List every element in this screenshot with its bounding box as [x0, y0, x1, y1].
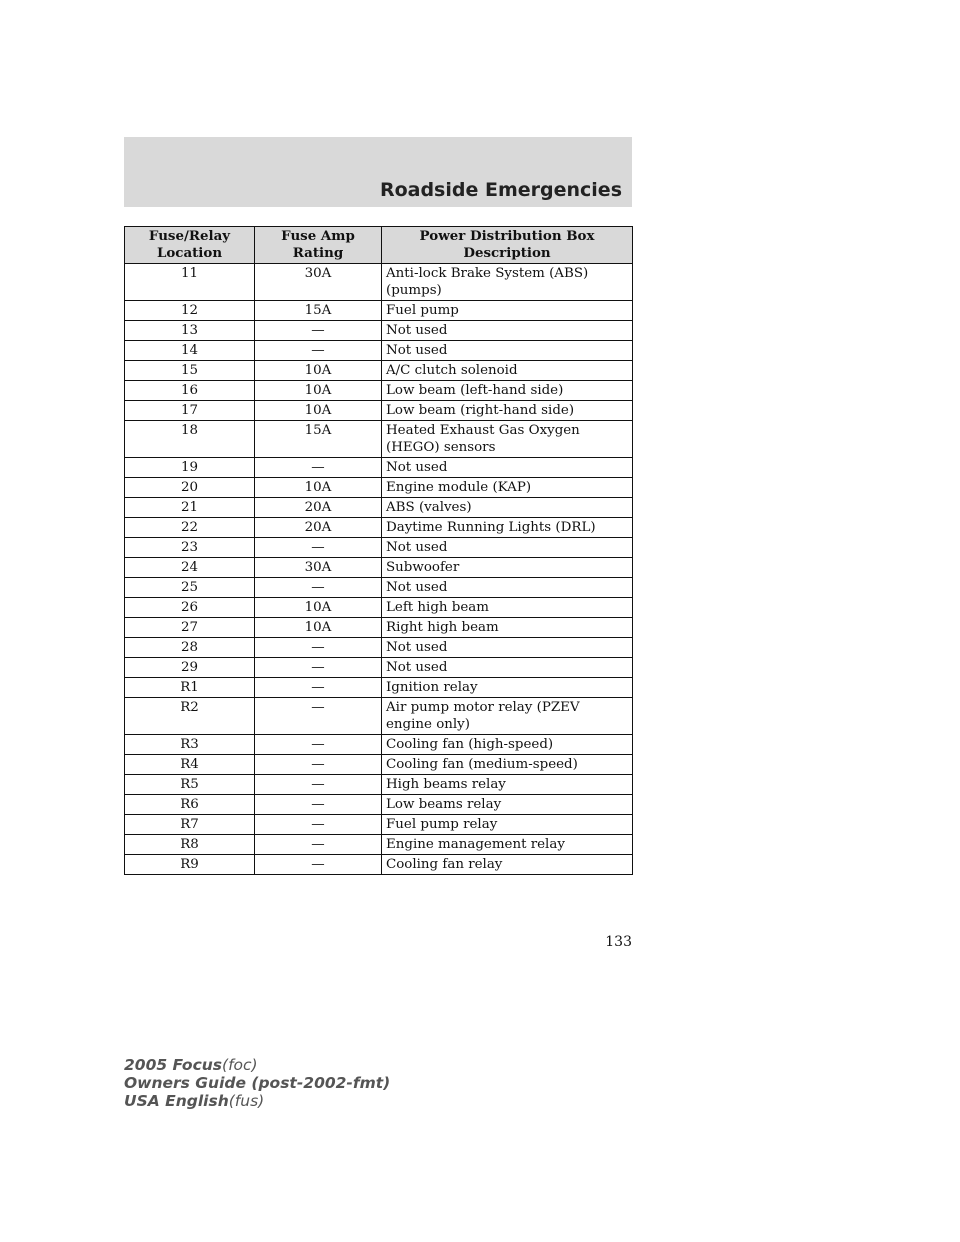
fuse-location-cell: 29 [125, 658, 255, 678]
fuse-description-cell: Not used [382, 321, 633, 341]
fuse-amp-cell: 30A [255, 264, 382, 301]
table-row [125, 518, 633, 538]
table-row [125, 401, 633, 421]
table-row [125, 341, 633, 361]
footer-language: USA English [124, 1092, 229, 1110]
column-header-location: Fuse/Relay Location [125, 227, 255, 264]
fuse-location-cell: 16 [125, 381, 255, 401]
fuse-location-cell: 15 [125, 361, 255, 381]
fuse-amp-cell: — [255, 855, 382, 875]
fuse-description-cell: Anti-lock Brake System (ABS) (pumps) [382, 264, 633, 301]
fuse-description-cell: Ignition relay [382, 678, 633, 698]
fuse-amp-cell: — [255, 578, 382, 598]
fuse-description-cell: Engine module (KAP) [382, 478, 633, 498]
fuse-amp-cell: 10A [255, 618, 382, 638]
fuse-location-cell: 17 [125, 401, 255, 421]
fuse-description-cell: Left high beam [382, 598, 633, 618]
fuse-description-cell: Cooling fan (high-speed) [382, 735, 633, 755]
fuse-description-cell: Fuel pump [382, 301, 633, 321]
fuse-amp-cell: — [255, 678, 382, 698]
table-row [125, 264, 633, 301]
table-row [125, 835, 633, 855]
fuse-location-cell: 12 [125, 301, 255, 321]
fuse-description-cell: Right high beam [382, 618, 633, 638]
fuse-amp-cell: — [255, 658, 382, 678]
fuse-table [124, 226, 633, 875]
fuse-description-cell: A/C clutch solenoid [382, 361, 633, 381]
table-row [125, 598, 633, 618]
fuse-description-cell: Cooling fan relay [382, 855, 633, 875]
fuse-description-cell: Not used [382, 341, 633, 361]
table-row [125, 658, 633, 678]
table-row [125, 321, 633, 341]
fuse-location-cell: 28 [125, 638, 255, 658]
fuse-description-cell: Not used [382, 458, 633, 478]
table-row [125, 498, 633, 518]
fuse-location-cell: 26 [125, 598, 255, 618]
fuse-description-cell: Fuel pump relay [382, 815, 633, 835]
column-header-description: Power Distribution Box Description [382, 227, 633, 264]
table-header-row [125, 227, 633, 264]
table-row [125, 855, 633, 875]
fuse-description-cell: Daytime Running Lights (DRL) [382, 518, 633, 538]
fuse-location-cell: R8 [125, 835, 255, 855]
fuse-description-cell: Engine management relay [382, 835, 633, 855]
fuse-description-cell: Not used [382, 638, 633, 658]
fuse-amp-cell: 10A [255, 381, 382, 401]
fuse-amp-cell: — [255, 735, 382, 755]
footer-language-code: (fus) [228, 1092, 265, 1110]
fuse-description-cell: Low beam (left-hand side) [382, 381, 633, 401]
fuse-description-cell: Cooling fan (medium-speed) [382, 755, 633, 775]
fuse-description-cell: Heated Exhaust Gas Oxygen (HEGO) sensors [382, 421, 633, 458]
table-row [125, 795, 633, 815]
page-number: 133 [605, 934, 632, 950]
fuse-amp-cell: — [255, 538, 382, 558]
fuse-amp-cell: — [255, 638, 382, 658]
footer-line-language [124, 1092, 390, 1110]
fuse-location-cell: 13 [125, 321, 255, 341]
fuse-location-cell: R2 [125, 698, 255, 735]
column-header-amp-rating: Fuse Amp Rating [255, 227, 382, 264]
fuse-description-cell: Low beams relay [382, 795, 633, 815]
fuse-description-cell: High beams relay [382, 775, 633, 795]
table-row [125, 421, 633, 458]
fuse-amp-cell: — [255, 815, 382, 835]
fuse-location-cell: 22 [125, 518, 255, 538]
table-row [125, 815, 633, 835]
fuse-location-cell: R4 [125, 755, 255, 775]
fuse-description-cell: Not used [382, 578, 633, 598]
fuse-amp-cell: — [255, 698, 382, 735]
footer-model: 2005 Focus [124, 1056, 223, 1074]
fuse-location-cell: R1 [125, 678, 255, 698]
section-header-band [124, 137, 632, 207]
fuse-amp-cell: 20A [255, 518, 382, 538]
fuse-amp-cell: — [255, 775, 382, 795]
fuse-amp-cell: 10A [255, 478, 382, 498]
table-row [125, 301, 633, 321]
table-row [125, 558, 633, 578]
fuse-location-cell: R6 [125, 795, 255, 815]
table-row [125, 678, 633, 698]
fuse-location-cell: 11 [125, 264, 255, 301]
document-footer [124, 1056, 390, 1110]
fuse-amp-cell: 20A [255, 498, 382, 518]
fuse-description-cell: Not used [382, 658, 633, 678]
fuse-location-cell: 14 [125, 341, 255, 361]
table-row [125, 775, 633, 795]
fuse-amp-cell: 10A [255, 598, 382, 618]
table-row [125, 578, 633, 598]
table-row [125, 698, 633, 735]
fuse-location-cell: 24 [125, 558, 255, 578]
table-row [125, 638, 633, 658]
fuse-amp-cell: 15A [255, 421, 382, 458]
table-row [125, 538, 633, 558]
table-row [125, 618, 633, 638]
fuse-amp-cell: — [255, 755, 382, 775]
fuse-location-cell: R9 [125, 855, 255, 875]
fuse-description-cell: Subwoofer [382, 558, 633, 578]
footer-line-guide [124, 1074, 390, 1092]
section-title: Roadside Emergencies [379, 179, 622, 201]
fuse-description-cell: Low beam (right-hand side) [382, 401, 633, 421]
fuse-description-cell: ABS (valves) [382, 498, 633, 518]
fuse-amp-cell: — [255, 795, 382, 815]
fuse-location-cell: R5 [125, 775, 255, 795]
fuse-location-cell: 20 [125, 478, 255, 498]
fuse-location-cell: 23 [125, 538, 255, 558]
fuse-amp-cell: — [255, 321, 382, 341]
fuse-location-cell: R3 [125, 735, 255, 755]
footer-model-code: (foc) [222, 1056, 258, 1074]
fuse-location-cell: 25 [125, 578, 255, 598]
fuse-location-cell: 18 [125, 421, 255, 458]
table-row [125, 478, 633, 498]
fuse-description-cell: Not used [382, 538, 633, 558]
table-body [125, 264, 633, 875]
fuse-location-cell: R7 [125, 815, 255, 835]
table-row [125, 735, 633, 755]
fuse-amp-cell: 10A [255, 361, 382, 381]
fuse-description-cell: Air pump motor relay (PZEV engine only) [382, 698, 633, 735]
fuse-amp-cell: 30A [255, 558, 382, 578]
table-row [125, 381, 633, 401]
fuse-amp-cell: — [255, 458, 382, 478]
fuse-amp-cell: 15A [255, 301, 382, 321]
fuse-amp-cell: — [255, 835, 382, 855]
footer-guide: Owners Guide (post-2002-fmt) [124, 1074, 391, 1092]
table-row [125, 458, 633, 478]
fuse-location-cell: 27 [125, 618, 255, 638]
fuse-location-cell: 21 [125, 498, 255, 518]
footer-line-model [124, 1056, 390, 1074]
table-row [125, 361, 633, 381]
fuse-amp-cell: 10A [255, 401, 382, 421]
table-row [125, 755, 633, 775]
fuse-location-cell: 19 [125, 458, 255, 478]
fuse-amp-cell: — [255, 341, 382, 361]
